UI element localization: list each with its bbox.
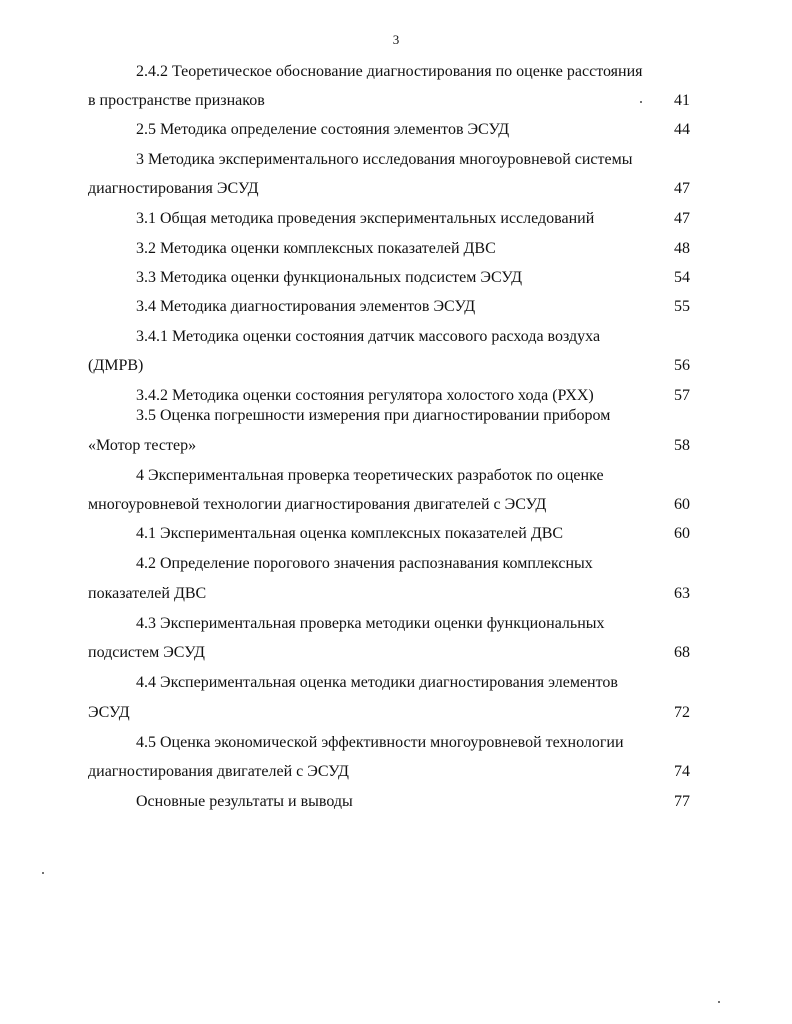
toc-page: 68 xyxy=(674,644,690,661)
toc-page: 60 xyxy=(674,525,690,542)
toc-title: 3.2 Методика оценки комплексных показателей ДВС xyxy=(136,240,496,257)
toc-page: 74 xyxy=(674,763,690,780)
toc-page: 56 xyxy=(674,357,690,374)
toc-page: 44 xyxy=(674,121,690,138)
toc-page: 55 xyxy=(674,298,690,315)
toc-page: 48 xyxy=(674,240,690,257)
toc-title: 3.4.1 Методика оценки состояния датчик массового расхода воздуха xyxy=(136,328,601,345)
toc-title: 4.4 Экспериментальная оценка методики диагностирования элементов xyxy=(136,674,618,691)
toc-page: 57 xyxy=(674,387,690,404)
toc-title: 3 Методика экспериментального исследования многоуровневой системы xyxy=(136,151,633,168)
toc-page: 60 xyxy=(674,496,690,513)
toc-title: 3.1 Общая методика проведения экспериментальных исследований xyxy=(136,210,595,227)
toc-title: 2.4.2 Теоретическое обоснование диагностирования по оценке расстояния xyxy=(136,63,643,80)
toc-title: 4.3 Экспериментальная проверка методики оценки функциональных xyxy=(136,615,605,632)
toc-title: 3.3 Методика оценки функциональных подсистем ЭСУД xyxy=(136,269,523,286)
scan-speck xyxy=(640,101,642,103)
scan-speck xyxy=(42,872,44,874)
toc-title: 4 Экспериментальная проверка теоретических разработок по оценке xyxy=(136,467,604,484)
toc-title-cont: «Мотор тестер» xyxy=(88,437,197,454)
toc-title-cont: показателей ДВС xyxy=(88,585,207,602)
toc-page: 41 xyxy=(674,92,690,109)
toc-title: 3.5 Оценка погрешности измерения при диагностировании прибором xyxy=(136,407,611,424)
toc-title-cont: ЭСУД xyxy=(88,704,130,721)
toc-page: 63 xyxy=(674,585,690,602)
toc-title: 3.4.2 Методика оценки состояния регулятора холостого хода (РХХ) xyxy=(136,387,594,404)
toc-title-cont: диагностирования двигателей с ЭСУД xyxy=(88,763,349,780)
toc-title-cont: диагностирования ЭСУД xyxy=(88,180,259,197)
toc-title: 4.5 Оценка экономической эффективности многоуровневой технологии xyxy=(136,734,624,751)
toc-page: 77 xyxy=(674,793,690,810)
toc-title: Основные результаты и выводы xyxy=(136,793,353,810)
toc-page: 47 xyxy=(674,180,690,197)
toc-page: 54 xyxy=(674,269,690,286)
toc-title-cont: многоуровневой технологии диагностирования двигателей с ЭСУД xyxy=(88,496,547,513)
toc-title-cont: подсистем ЭСУД xyxy=(88,644,205,661)
toc-page: 72 xyxy=(674,704,690,721)
toc-title-cont: в пространстве признаков xyxy=(88,92,265,109)
toc-title-cont: (ДМРВ) xyxy=(88,357,144,374)
scan-speck xyxy=(718,1001,720,1003)
toc-page: 58 xyxy=(674,437,690,454)
toc-title: 3.4 Методика диагностирования элементов ЭСУД xyxy=(136,298,476,315)
toc-title: 2.5 Методика определение состояния элементов ЭСУД xyxy=(136,121,510,138)
toc-title: 4.1 Экспериментальная оценка комплексных показателей ДВС xyxy=(136,525,564,542)
toc-title: 4.2 Определение порогового значения распознавания комплексных xyxy=(136,555,593,572)
page-number: 3 xyxy=(392,32,400,47)
toc-page: 47 xyxy=(674,210,690,227)
